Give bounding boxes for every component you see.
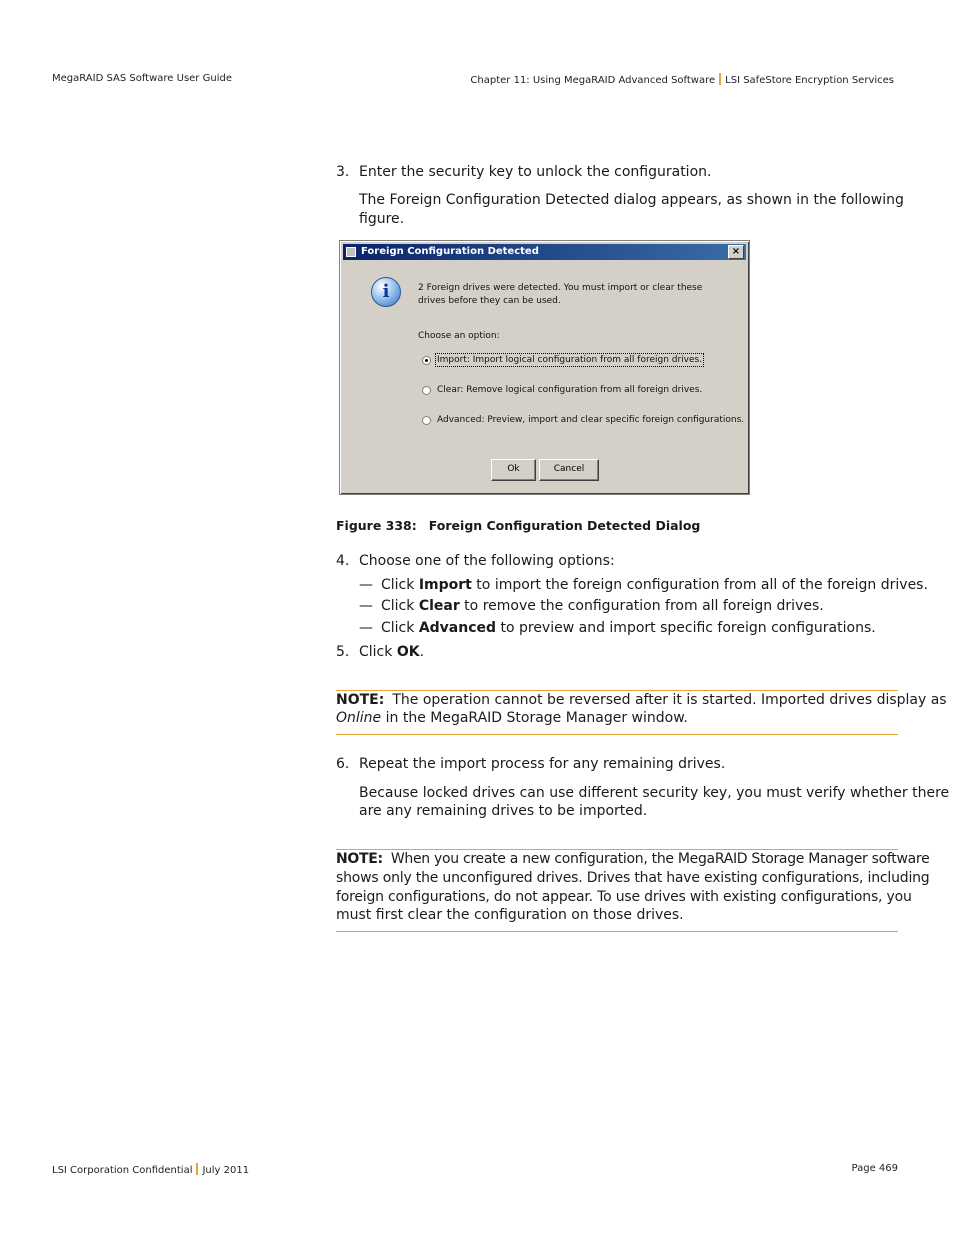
note-1-italic-online: Online bbox=[336, 710, 382, 726]
bullet-dash: — bbox=[359, 620, 373, 636]
foreign-config-dialog-figure bbox=[339, 240, 750, 495]
bullet-dash: — bbox=[359, 577, 373, 593]
step-4-text: Choose one of the following options: bbox=[359, 553, 615, 569]
dialog-message-line2: drives before they can be used. bbox=[418, 296, 561, 306]
bullet-text-pre: Click bbox=[381, 598, 419, 614]
cancel-button[interactable]: Cancel bbox=[539, 459, 599, 481]
option-bullet-clear bbox=[359, 598, 824, 614]
step-3-number: 3. bbox=[336, 164, 350, 180]
import-radio[interactable] bbox=[422, 356, 431, 365]
running-header-chapter bbox=[470, 73, 894, 86]
header-chapter-text: Chapter 11: Using MegaRAID Advanced Software bbox=[470, 75, 716, 86]
advanced-option-label[interactable]: Advanced: Preview, import and clear specific foreign configurations. bbox=[437, 415, 745, 425]
footer-confidential: LSI Corporation Confidential bbox=[52, 1165, 193, 1176]
dialog-titlebar bbox=[343, 244, 746, 260]
window-system-icon bbox=[346, 247, 356, 257]
clear-option-label[interactable]: Clear: Remove logical configuration from all foreign drives. bbox=[437, 385, 703, 395]
note-1-text-rest: in the MegaRAID Storage Manager window. bbox=[381, 710, 688, 726]
footer-page-number: Page 469 bbox=[851, 1163, 898, 1174]
bullet-dash: — bbox=[359, 598, 373, 614]
step-5-post: . bbox=[419, 644, 425, 660]
bullet-keyword: Clear bbox=[418, 598, 460, 614]
option-bullet-advanced bbox=[359, 620, 876, 636]
note-1-line1 bbox=[336, 691, 947, 710]
note-2-text-1: When you create a new configuration, the MegaRAID Storage Manager software bbox=[390, 851, 930, 867]
footer-left bbox=[52, 1163, 249, 1176]
ok-button[interactable]: Ok bbox=[491, 459, 536, 481]
advanced-radio[interactable] bbox=[422, 416, 431, 425]
note-2-line4: must first clear the configuration on those drives. bbox=[336, 907, 684, 923]
note-2-line1 bbox=[336, 850, 929, 869]
step-3-paragraph-line2: figure. bbox=[359, 211, 405, 227]
figure-caption-label: Figure 338: bbox=[336, 518, 417, 533]
bullet-text-pre: Click bbox=[381, 620, 419, 636]
close-icon[interactable]: × bbox=[728, 245, 744, 259]
step-3-paragraph-line1: The Foreign Configuration Detected dialog appears, as shown in the following bbox=[359, 192, 904, 208]
header-separator bbox=[719, 73, 721, 85]
bullet-text-post: to preview and import specific foreign configurations. bbox=[496, 620, 876, 636]
figure-caption-text: Foreign Configuration Detected Dialog bbox=[428, 518, 701, 533]
step-6-paragraph-line2: are any remaining drives to be imported. bbox=[359, 803, 648, 819]
step-5-pre: Click bbox=[359, 644, 397, 660]
note-1-text: The operation cannot be reversed after it is started. Imported drives display as bbox=[392, 692, 947, 708]
clear-radio[interactable] bbox=[422, 386, 431, 395]
dialog-title: Foreign Configuration Detected bbox=[361, 246, 539, 257]
choose-option-label: Choose an option: bbox=[418, 331, 500, 341]
step-5-keyword: OK bbox=[396, 644, 420, 660]
info-icon: i bbox=[371, 277, 401, 307]
step-4-number: 4. bbox=[336, 553, 350, 569]
bullet-text-post: to remove the configuration from all foreign drives. bbox=[459, 598, 824, 614]
note-2-line3: foreign configurations, do not appear. To use drives with existing configurations, you bbox=[336, 889, 912, 905]
step-3-text: Enter the security key to unlock the configuration. bbox=[359, 164, 712, 180]
step-6-text: Repeat the import process for any remaining drives. bbox=[359, 756, 726, 772]
header-section-text: LSI SafeStore Encryption Services bbox=[725, 75, 894, 86]
figure-caption bbox=[336, 518, 700, 533]
bullet-keyword: Advanced bbox=[418, 620, 497, 636]
step-5-number: 5. bbox=[336, 644, 350, 660]
bullet-keyword: Import bbox=[418, 577, 472, 593]
bullet-text-pre: Click bbox=[381, 577, 419, 593]
step-5-text bbox=[359, 644, 424, 660]
bullet-text-post: to import the foreign configuration from all of the foreign drives. bbox=[471, 577, 928, 593]
note-2-bottom-rule bbox=[336, 931, 898, 932]
note-2-line2: shows only the unconfigured drives. Drives that have existing configurations, including bbox=[336, 870, 930, 886]
note-2-label: NOTE: bbox=[336, 851, 383, 867]
note-1-label: NOTE: bbox=[336, 692, 385, 708]
footer-date: July 2011 bbox=[202, 1165, 250, 1176]
note-1-bottom-rule bbox=[336, 734, 898, 735]
dialog-message-line1: 2 Foreign drives were detected. You must import or clear these bbox=[418, 283, 703, 293]
option-bullet-import bbox=[359, 577, 928, 593]
running-header-title: MegaRAID SAS Software User Guide bbox=[52, 73, 232, 84]
step-6-number: 6. bbox=[336, 756, 350, 772]
import-option-label[interactable]: Import: Import logical configuration from all foreign drives. bbox=[437, 355, 703, 365]
footer-separator bbox=[196, 1163, 198, 1175]
step-6-paragraph-line1: Because locked drives can use different security key, you must verify whether there bbox=[359, 785, 950, 801]
note-1-line2 bbox=[336, 709, 688, 728]
